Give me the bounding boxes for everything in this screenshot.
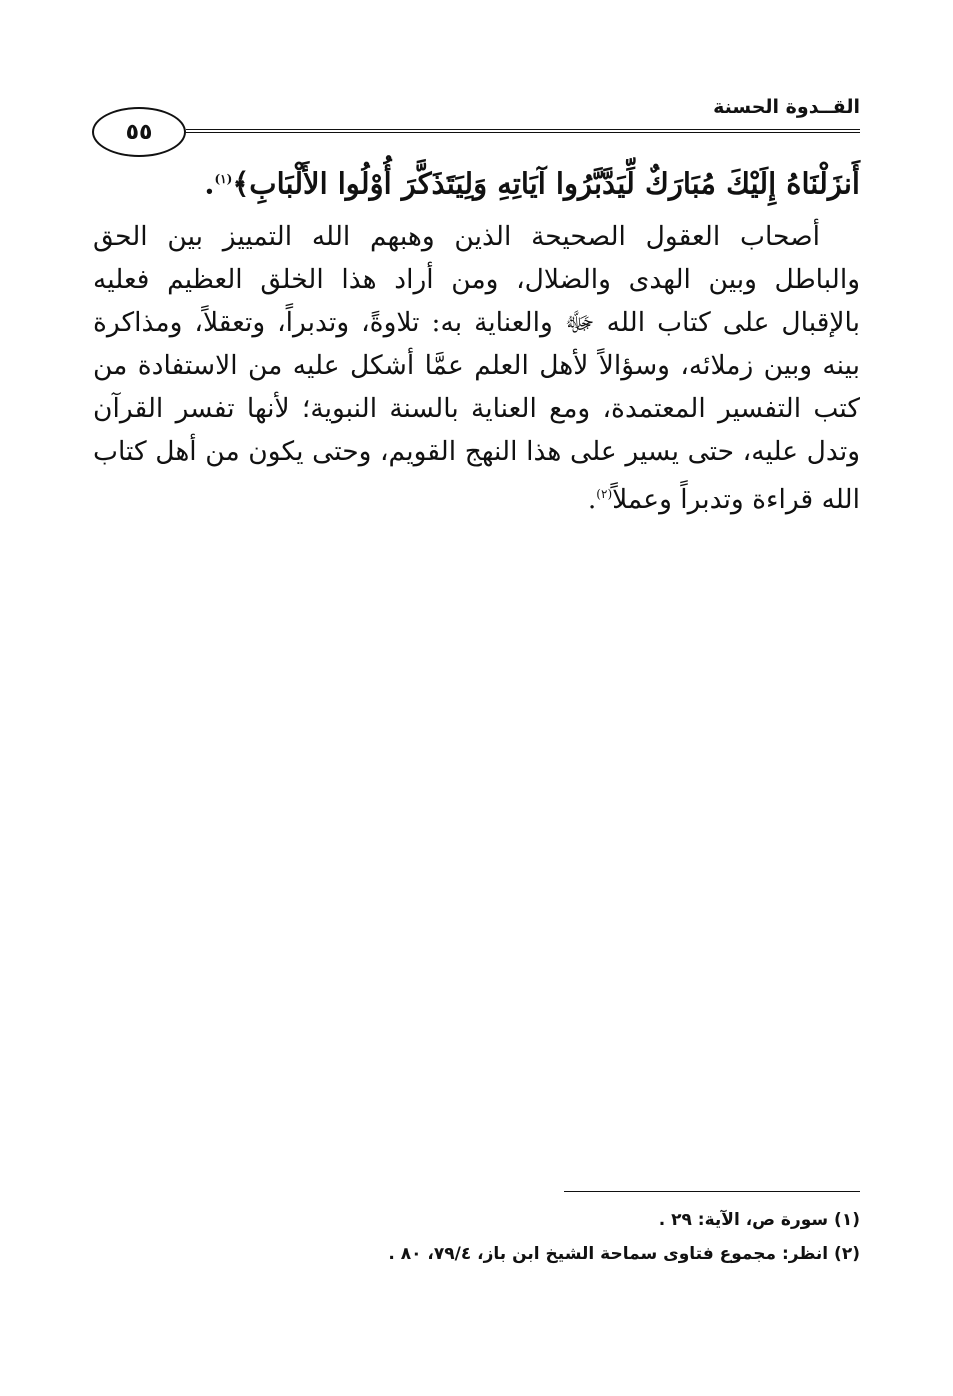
page-number: ٥٥	[92, 107, 186, 157]
footnote-2: (٢) انظر: مجموع فتاوى سماحة الشيخ ابن باز، ٧٩/٤، ٨٠ .	[388, 1244, 860, 1264]
body-text	[93, 215, 860, 521]
body-paragraph	[93, 215, 860, 521]
header-rule	[186, 129, 860, 133]
paragraph-text: أصحاب العقول الصحيحة الذين وهبهم الله التمييز بين الحق والباطل وبين الهدى والضلال، ومن أراد هذا الخلق العظيم فعليه بالإقبال على كتاب الله ﷻ والعناية به: تلاوةً، وتدبراً، وتعقلاً، ومذاكرة بينه وبين زملائه، وسؤالاً لأهل العلم عمَّا أشكل عليه من الاستفادة من كتب التفسير المعتمدة، ومع العناية بالسنة النبوية؛ لأنها تفسر القرآن وتدل عليه، حتى يسير على هذا النهج القويم، وحتى يكون من أهل كتاب الله قراءة وتدبراً وعملاً	[93, 221, 860, 515]
quran-verse: أَنزَلْنَاهُ إِلَيْكَ مُبَارَكٌ لِّيَدَّبَّرُوا آيَاتِهِ وَلِيَتَذَكَّرَ أُوْلُوا الأَلْبَابِ﴾	[232, 166, 860, 201]
footnote-separator	[564, 1191, 860, 1192]
quran-verse-line	[93, 157, 860, 206]
paragraph-end-punct: .	[587, 483, 597, 515]
footnote-ref-1: (١)	[214, 172, 233, 186]
running-header-title: القــدوة الحسنة	[713, 96, 860, 118]
verse-end-punct: .	[204, 166, 215, 201]
footnote-1: (١) سورة ص، الآية: ٢٩ .	[658, 1210, 860, 1230]
footnote-ref-2: (٢)	[596, 487, 613, 501]
footnotes	[93, 1203, 860, 1271]
